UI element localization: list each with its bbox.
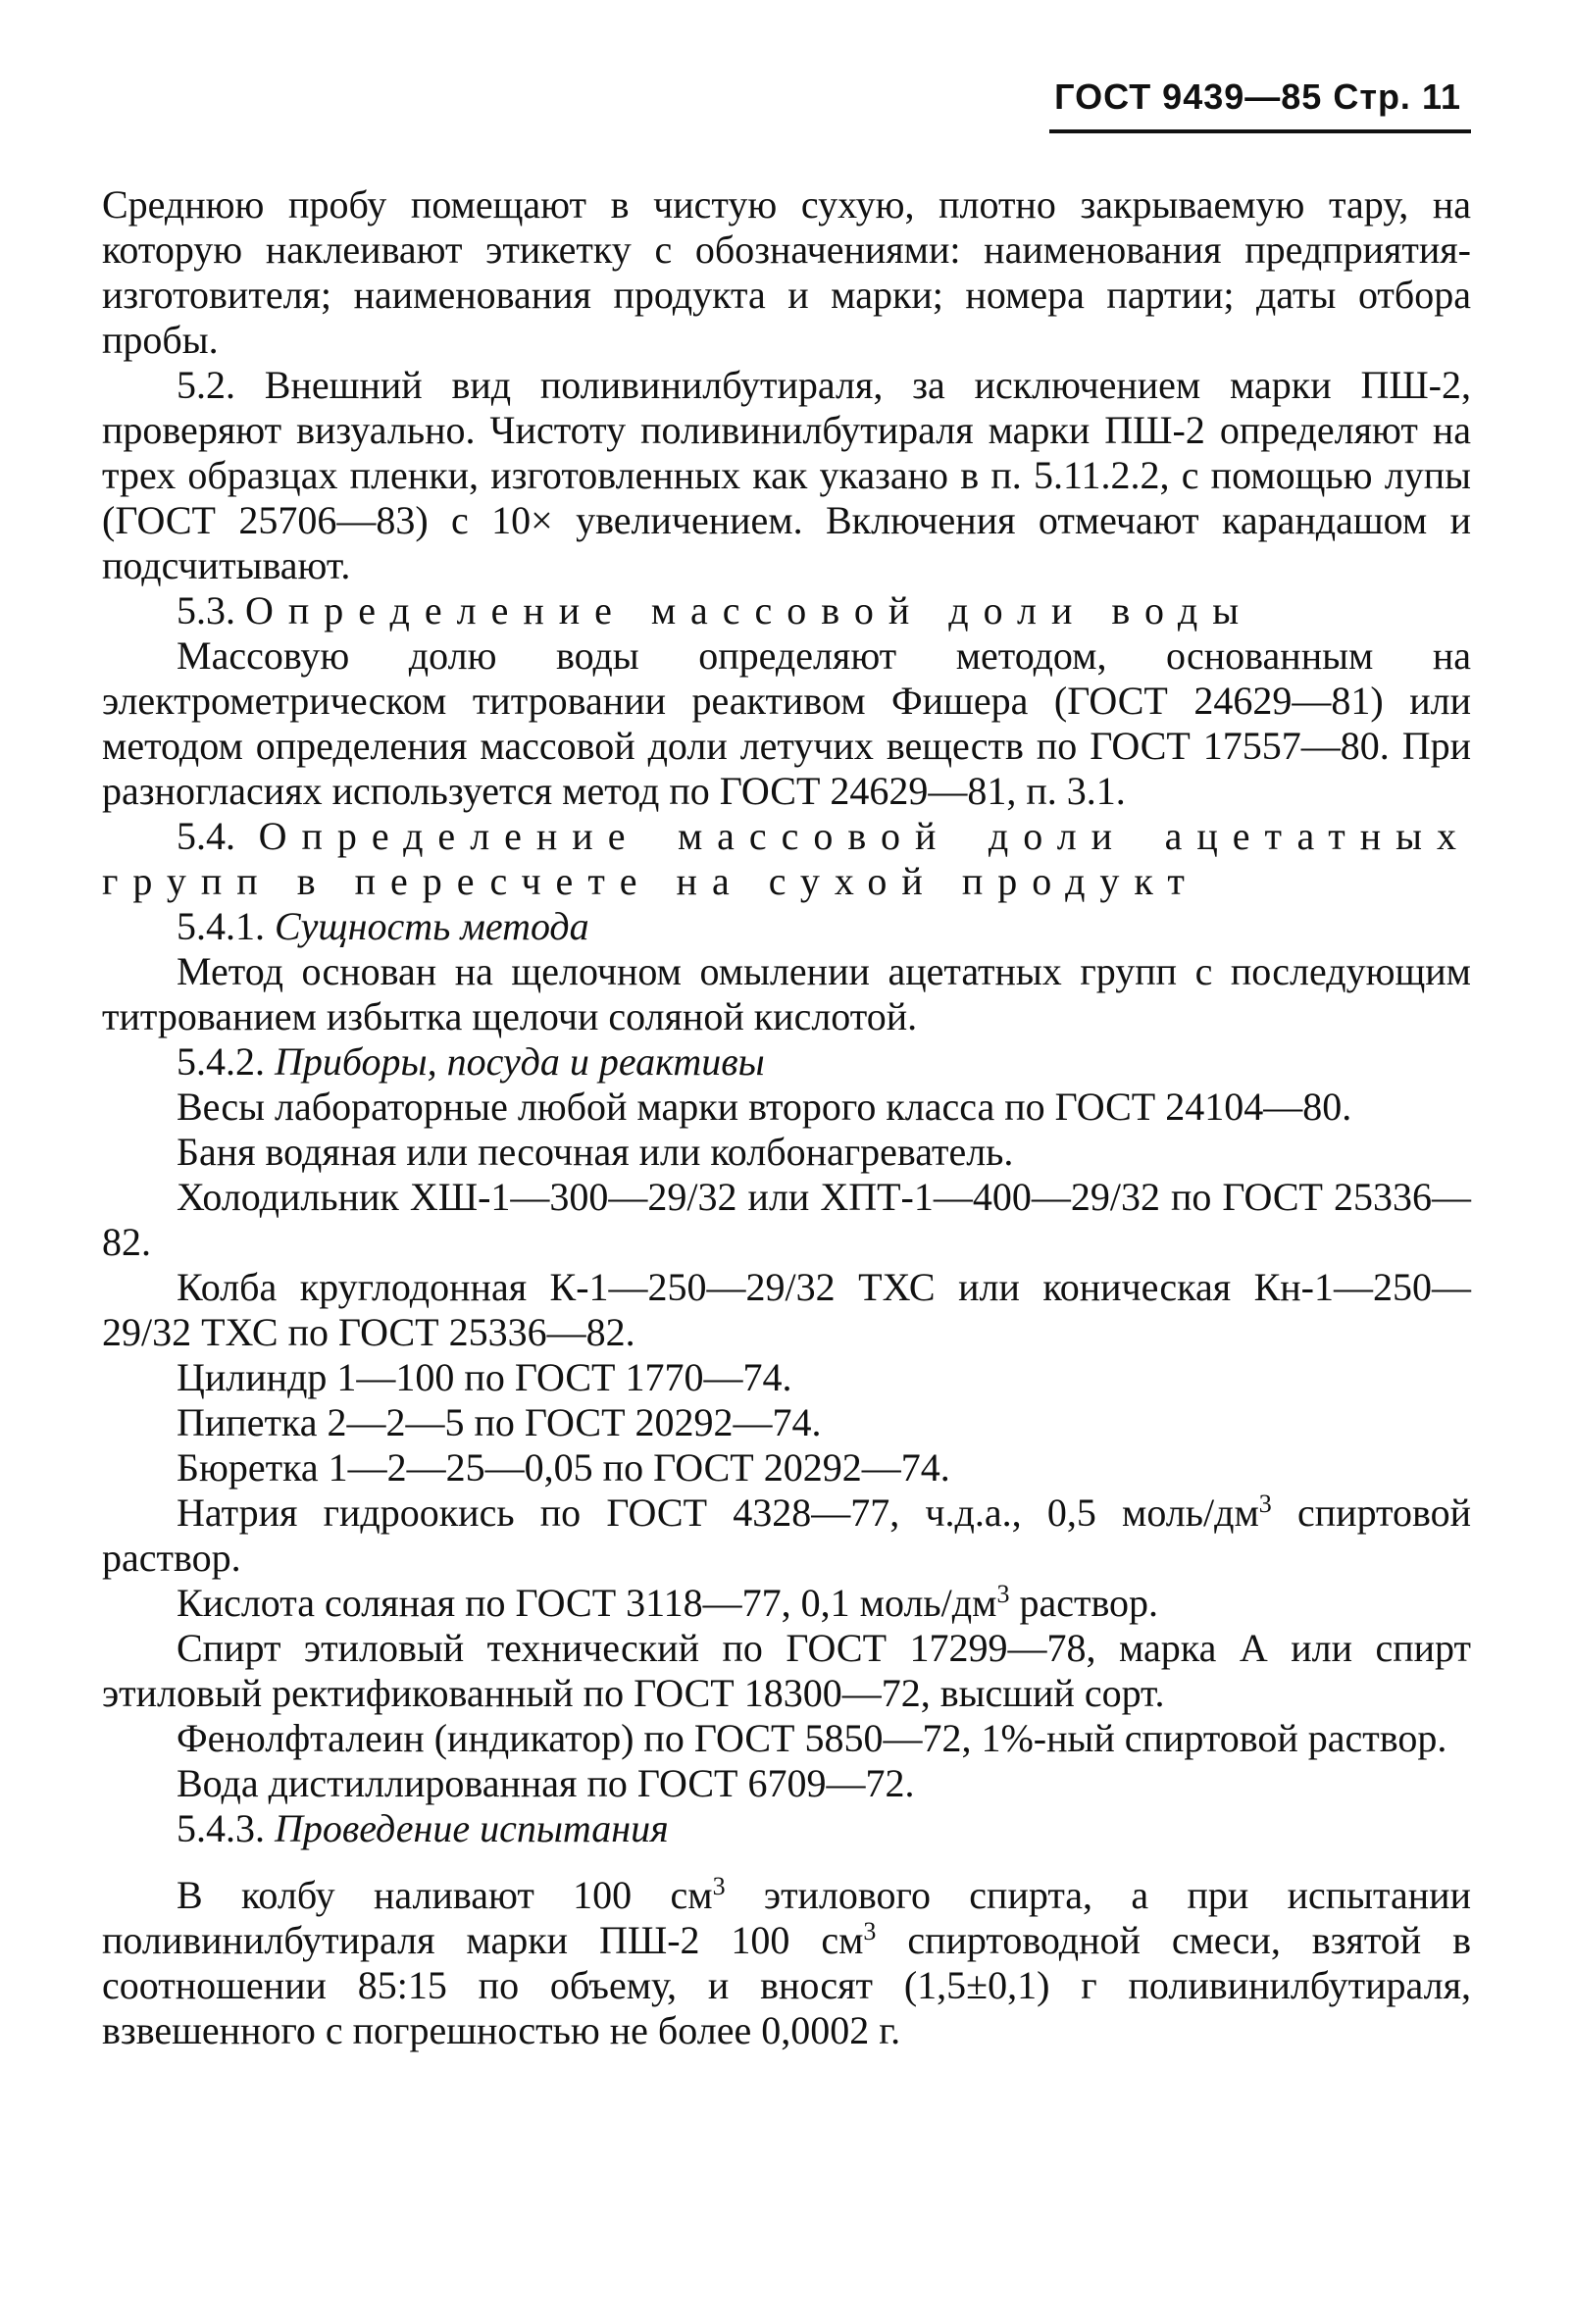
reagent-water: Вода дистиллированная по ГОСТ 6709—72. (177, 1761, 915, 1805)
equipment-item: Баня водяная или песочная или колбонагреватель. (177, 1130, 1014, 1174)
clause-title: Определение массовой доли ацетатных групп в пересчете на сухой продукт (102, 814, 1472, 903)
sample-paragraph: Среднюю пробу помещают в чистую сухую, плотно закрываемую тару, на которую наклеивают этикетку с обозначениями: наименования предприятия-изготовителя; наименования продукта и марки; номера партии; даты отбора пробы. (102, 182, 1471, 362)
reagent-hcl: Кислота соляная по ГОСТ 3118—77, 0,1 моль/$дм^3$ раствор. (177, 1580, 1159, 1625)
clause-title: Определение массовой доли воды (245, 588, 1254, 632)
clause-5-2: 5.2. Внешний вид поливинилбутираля, за исключением марки ПШ-2, проверяют визуально. Чистоту поливинилбутираля марки ПШ-2 определяют на трех образцах пленки, изготовленных как указано в п. 5.11.2.2, с помощью лупы (ГОСТ 25706—83) с 10× увеличением. Включения отмечают карандашом и подсчитывают. (102, 363, 1471, 587)
clause-number: 5.3. (177, 588, 235, 632)
clause-5-3-heading (102, 588, 1471, 633)
clause-title: Проведение испытания (275, 1806, 669, 1850)
reagent-ethanol: Спирт этиловый технический по ГОСТ 17299—78, марка А или спирт этиловый ректификованный по ГОСТ 18300—72, высший сорт. (102, 1626, 1471, 1715)
equipment-item: Колба круглодонная К-1—250—29/32 ТХС или коническая Кн-1—250—29/32 ТХС по ГОСТ 25336—82. (102, 1265, 1471, 1354)
superscript: 3 (1258, 1490, 1272, 1518)
clause-5-4-1-heading (102, 904, 1471, 949)
superscript: 3 (712, 1872, 726, 1900)
equipment-item: Весы лабораторные любой марки второго класса по ГОСТ 24104—80. (177, 1085, 1352, 1129)
equipment-item: Цилиндр 1—100 по ГОСТ 1770—74. (177, 1355, 792, 1399)
page-body (102, 182, 1471, 2053)
superscript: 3 (863, 1917, 877, 1945)
reagent-phenolphthalein: Фенолфталеин (индикатор) по ГОСТ 5850—72, 1%-ный спиртовой раствор. (177, 1716, 1447, 1760)
reagent-naoh: Натрия гидроокись по ГОСТ 4328—77, ч.д.а., 0,5 моль/$дм^3$ спиртовой раствор. (102, 1490, 1472, 1580)
clause-number: 5.4.3. (177, 1806, 265, 1850)
header-rule (1049, 129, 1471, 133)
clause-5-4-3-heading (102, 1806, 1471, 1851)
clause-5-4-heading (102, 814, 1471, 904)
equipment-item: Холодильник ХШ-1—300—29/32 или ХПТ-1—400—29/32 по ГОСТ 25336—82. (102, 1175, 1471, 1264)
running-header: ГОСТ 9439—85 Стр. 11 (1054, 76, 1461, 117)
clause-number: 5.4. (177, 814, 235, 858)
clause-number: 5.4.1. (177, 904, 265, 948)
superscript: 3 (996, 1580, 1010, 1608)
clause-5-3-text: Массовую долю воды определяют методом, основанным на электрометрическом титровании реактивом Фишера (ГОСТ 24629—81) или методом определения массовой доли летучих веществ по ГОСТ 17557—80. При разногласиях используется метод по ГОСТ 24629—81, п. 3.1. (102, 633, 1471, 813)
clause-title: Приборы, посуда и реактивы (275, 1039, 765, 1084)
equipment-item: Пипетка 2—2—5 по ГОСТ 20292—74. (177, 1400, 822, 1444)
clause-5-4-3-text: В колбу наливают 100 $см^3$ этилового спирта, а при испытании поливинилбутираля марки ПШ-2 100 $см^3$ спиртоводной смеси, взятой в соотношении 85:15 по объему, и вносят (1,5±0,1) г поливинилбутираля, взвешенного с погрешностью не более 0,0002 г. (102, 1872, 1471, 2052)
clause-5-4-2-heading (102, 1039, 1471, 1085)
clause-number: 5.4.2. (177, 1039, 265, 1084)
clause-5-4-1-text: Метод основан на щелочном омылении ацетатных групп с последующим титрованием избытка щелочи соляной кислотой. (102, 949, 1471, 1038)
equipment-item: Бюретка 1—2—25—0,05 по ГОСТ 20292—74. (177, 1445, 950, 1490)
clause-title: Сущность метода (275, 904, 589, 948)
